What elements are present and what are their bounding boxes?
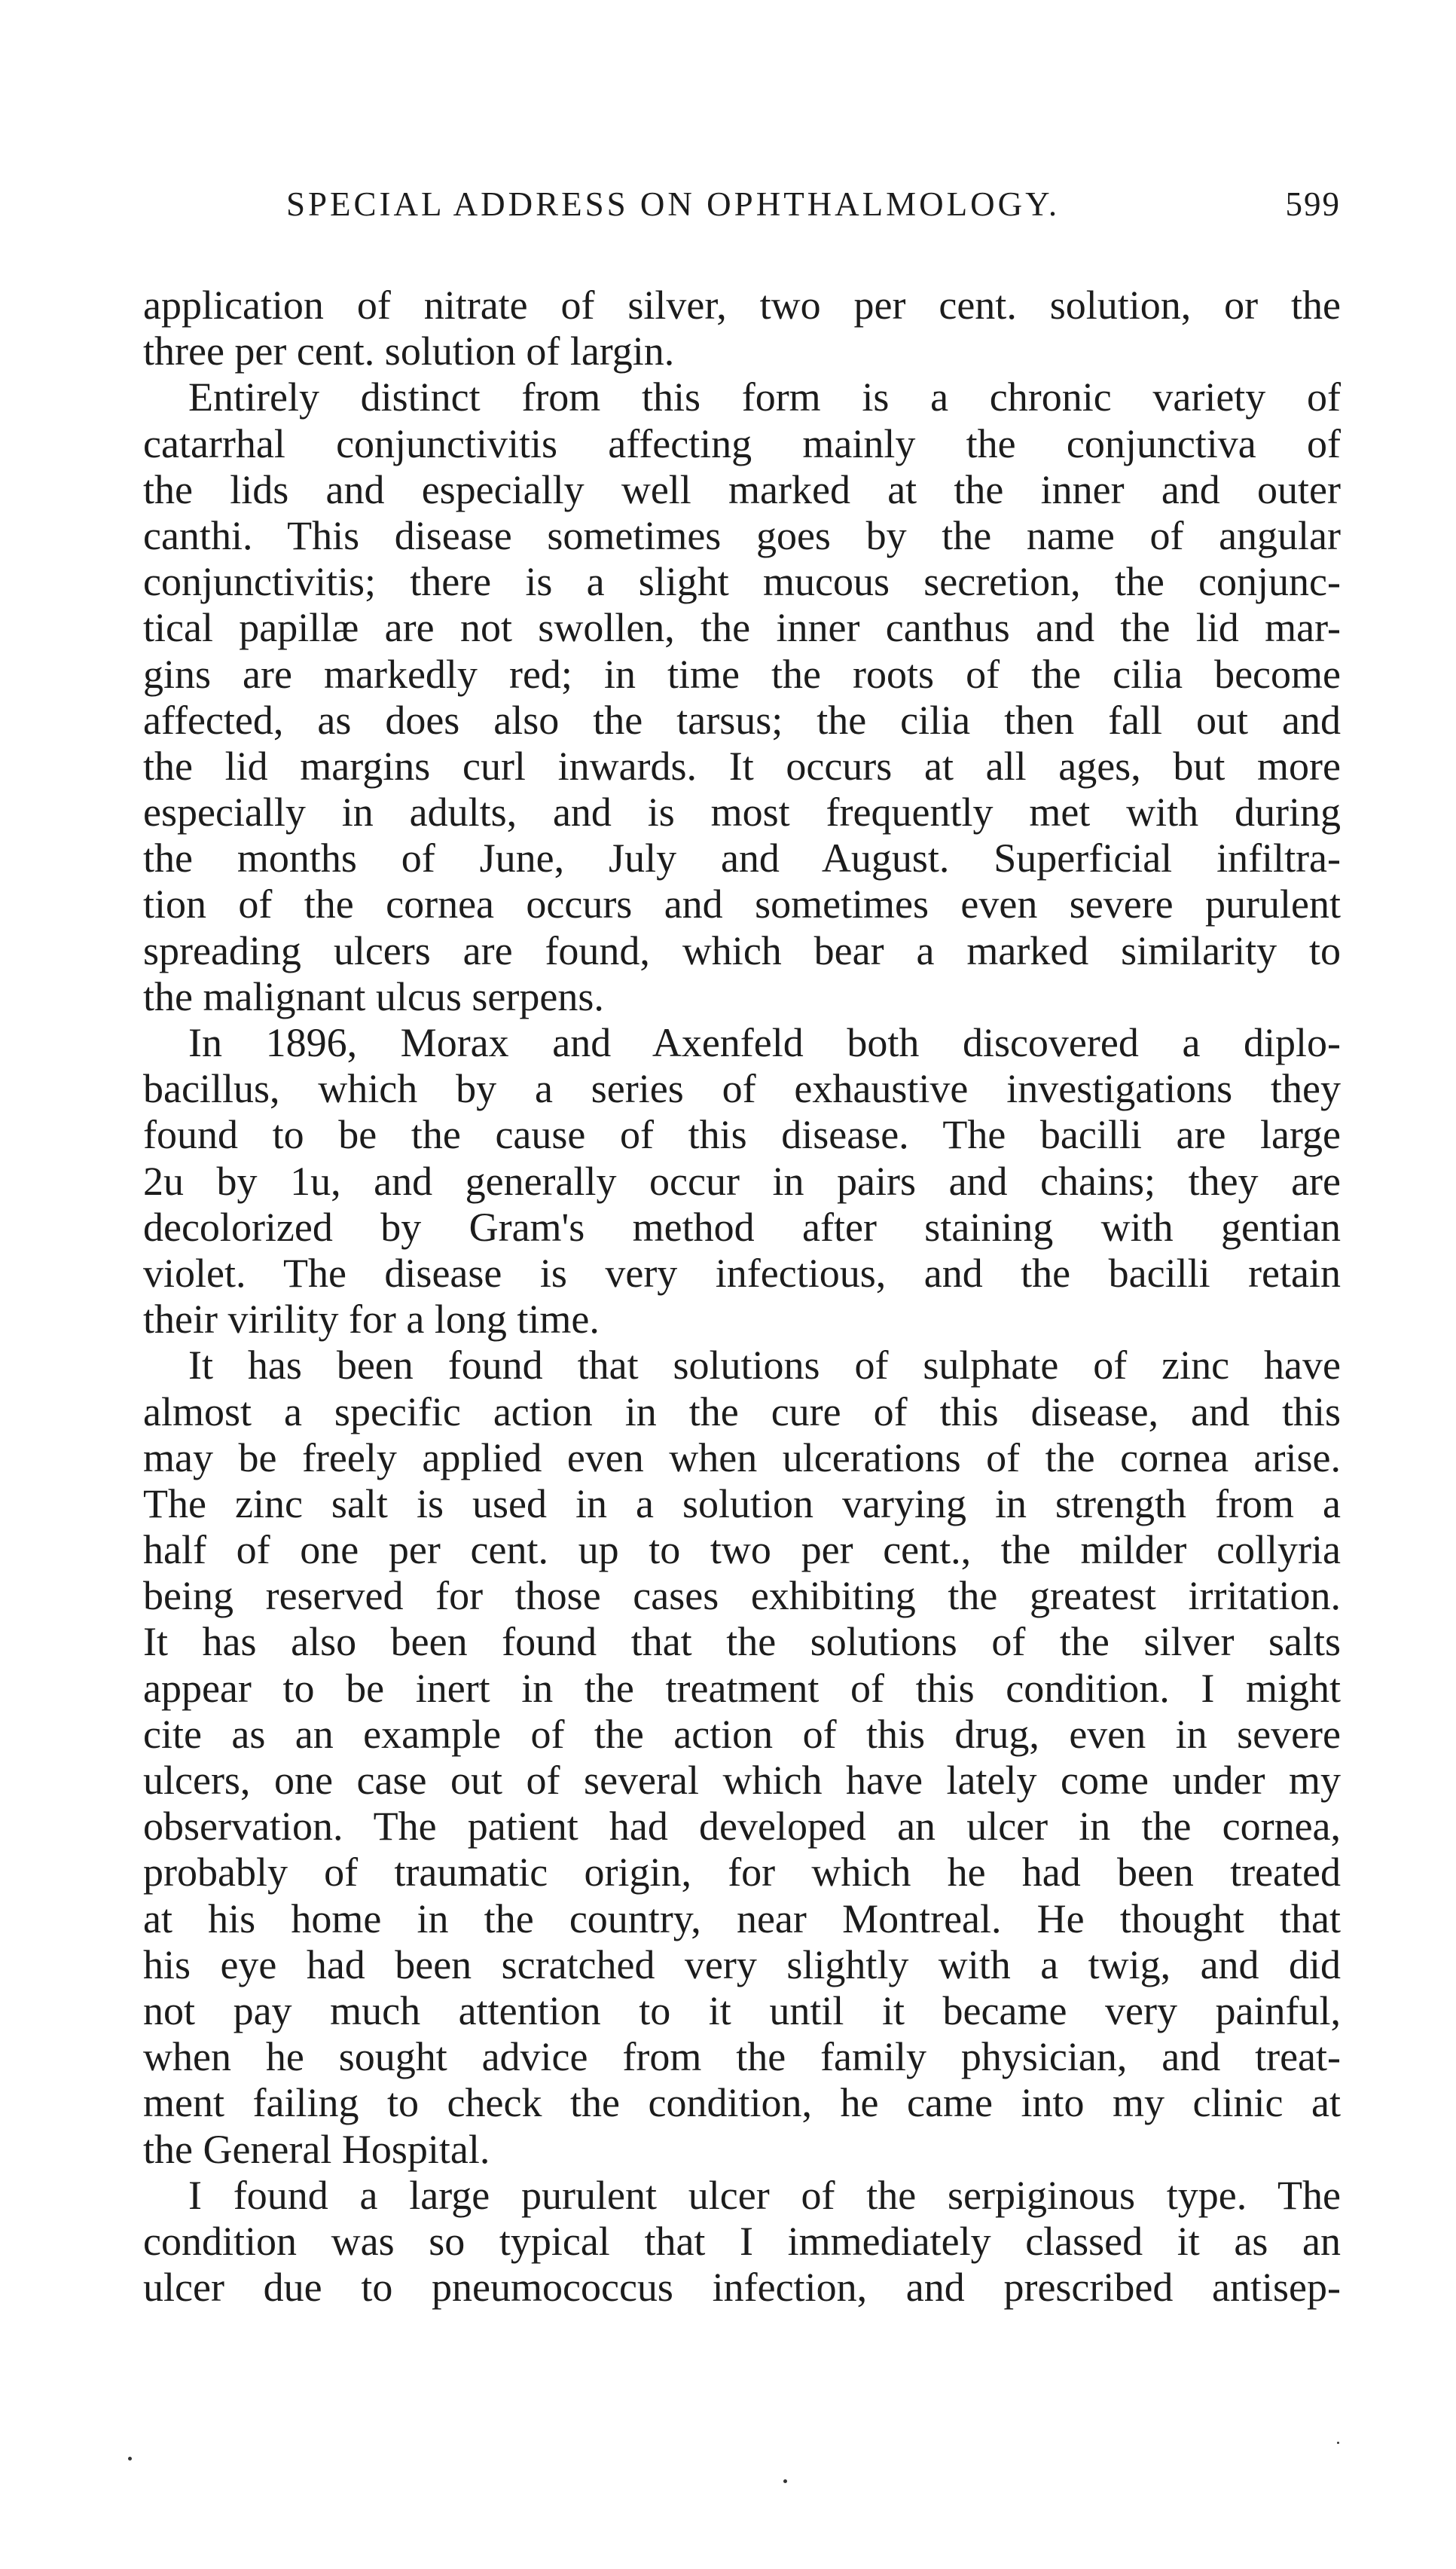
text-line: affected, as does also the tarsus; the cilia then fall out and bbox=[143, 697, 1341, 743]
running-title: SPECIAL ADDRESS ON OPHTHALMOLOGY. bbox=[286, 185, 1061, 223]
text-line: tical papillæ are not swollen, the inner canthus and the lid mar- bbox=[143, 605, 1341, 651]
text-line: three per cent. solution of largin. bbox=[143, 328, 675, 374]
page-speck bbox=[783, 2479, 787, 2483]
text-line: The zinc salt is used in a solution varying in strength from a bbox=[143, 1480, 1341, 1526]
text-line: 2u by 1u, and generally occur in pairs and chains; they are bbox=[143, 1158, 1341, 1204]
paragraph-4 bbox=[143, 1343, 1341, 2172]
text-line: decolorized by Gram's method after staining with gentian bbox=[143, 1204, 1341, 1250]
text-line: not pay much attention to it until it became very painful, bbox=[143, 1987, 1341, 2033]
text-line: canthi. This disease sometimes goes by the name of angular bbox=[143, 512, 1341, 558]
paragraph-3 bbox=[143, 1020, 1341, 1343]
text-line: the months of June, July and August. Superficial infiltra- bbox=[143, 835, 1341, 881]
text-line: catarrhal conjunctivitis affecting mainly the conjunctiva of bbox=[143, 420, 1341, 466]
text-line: ment failing to check the condition, he came into my clinic at bbox=[143, 2080, 1341, 2126]
page-speck bbox=[128, 2457, 132, 2461]
text-line: ulcers, one case out of several which have lately come under my bbox=[143, 1758, 1341, 1803]
text-line: observation. The patient had developed an ulcer in the cornea, bbox=[143, 1804, 1341, 1850]
text-line: application of nitrate of silver, two per cent. solution, or the bbox=[143, 283, 1341, 328]
page-speck bbox=[1337, 2442, 1339, 2444]
text-line: the lids and especially well marked at the inner and outer bbox=[143, 466, 1341, 512]
text-line: conjunctivitis; there is a slight mucous secretion, the conjunc- bbox=[143, 559, 1341, 605]
text-line: found to be the cause of this disease. The bacilli are large bbox=[143, 1112, 1341, 1158]
paragraph-1 bbox=[143, 283, 1341, 374]
text-line: cite as an example of the action of this drug, even in severe bbox=[143, 1711, 1341, 1757]
text-line: the lid margins curl inwards. It occurs at all ages, but more bbox=[143, 743, 1341, 789]
text-line: It has been found that solutions of sulphate of zinc have bbox=[188, 1343, 1341, 1388]
text-line: Entirely distinct from this form is a chronic variety of bbox=[188, 374, 1341, 420]
text-line: being reserved for those cases exhibiting the greatest irritation. bbox=[143, 1573, 1341, 1619]
text-line: gins are markedly red; in time the roots of the cilia become bbox=[143, 651, 1341, 697]
text-line: the General Hospital. bbox=[143, 2126, 490, 2172]
text-line: spreading ulcers are found, which bear a marked similarity to bbox=[143, 927, 1341, 973]
text-line: violet. The disease is very infectious, and the bacilli retain bbox=[143, 1250, 1341, 1296]
text-line: may be freely applied even when ulcerations of the cornea arise. bbox=[143, 1434, 1341, 1480]
page-number: 599 bbox=[1285, 185, 1341, 223]
text-line: condition was so typical that I immediately classed it as an bbox=[143, 2218, 1341, 2264]
running-head bbox=[143, 178, 1341, 231]
text-line: when he sought advice from the family physician, and treat- bbox=[143, 2034, 1341, 2080]
paragraph-2 bbox=[143, 374, 1341, 1020]
text-line: at his home in the country, near Montreal. He thought that bbox=[143, 1895, 1341, 1941]
text-line: In 1896, Morax and Axenfeld both discovered a diplo- bbox=[188, 1020, 1341, 1065]
text-line: appear to be inert in the treatment of this condition. I might bbox=[143, 1665, 1341, 1711]
paragraph-5 bbox=[143, 2173, 1341, 2311]
text-line: the malignant ulcus serpens. bbox=[143, 973, 604, 1019]
text-line: probably of traumatic origin, for which he had been treated bbox=[143, 1850, 1341, 1895]
text-line: I found a large purulent ulcer of the serpiginous type. The bbox=[188, 2172, 1341, 2218]
text-line: almost a specific action in the cure of this disease, and this bbox=[143, 1388, 1341, 1434]
text-line: tion of the cornea occurs and sometimes even severe purulent bbox=[143, 881, 1341, 927]
body-text bbox=[143, 283, 1341, 2311]
text-line: especially in adults, and is most frequently met with during bbox=[143, 790, 1341, 835]
text-line: his eye had been scratched very slightly with a twig, and did bbox=[143, 1941, 1341, 1987]
text-line: half of one per cent. up to two per cent., the milder collyria bbox=[143, 1527, 1341, 1573]
text-line: bacillus, which by a series of exhaustive investigations they bbox=[143, 1066, 1341, 1112]
text-line: their virility for a long time. bbox=[143, 1297, 600, 1343]
text-line: ulcer due to pneumococcus infection, and prescribed antisep- bbox=[143, 2265, 1341, 2311]
text-line: It has also been found that the solutions of the silver salts bbox=[143, 1619, 1341, 1665]
